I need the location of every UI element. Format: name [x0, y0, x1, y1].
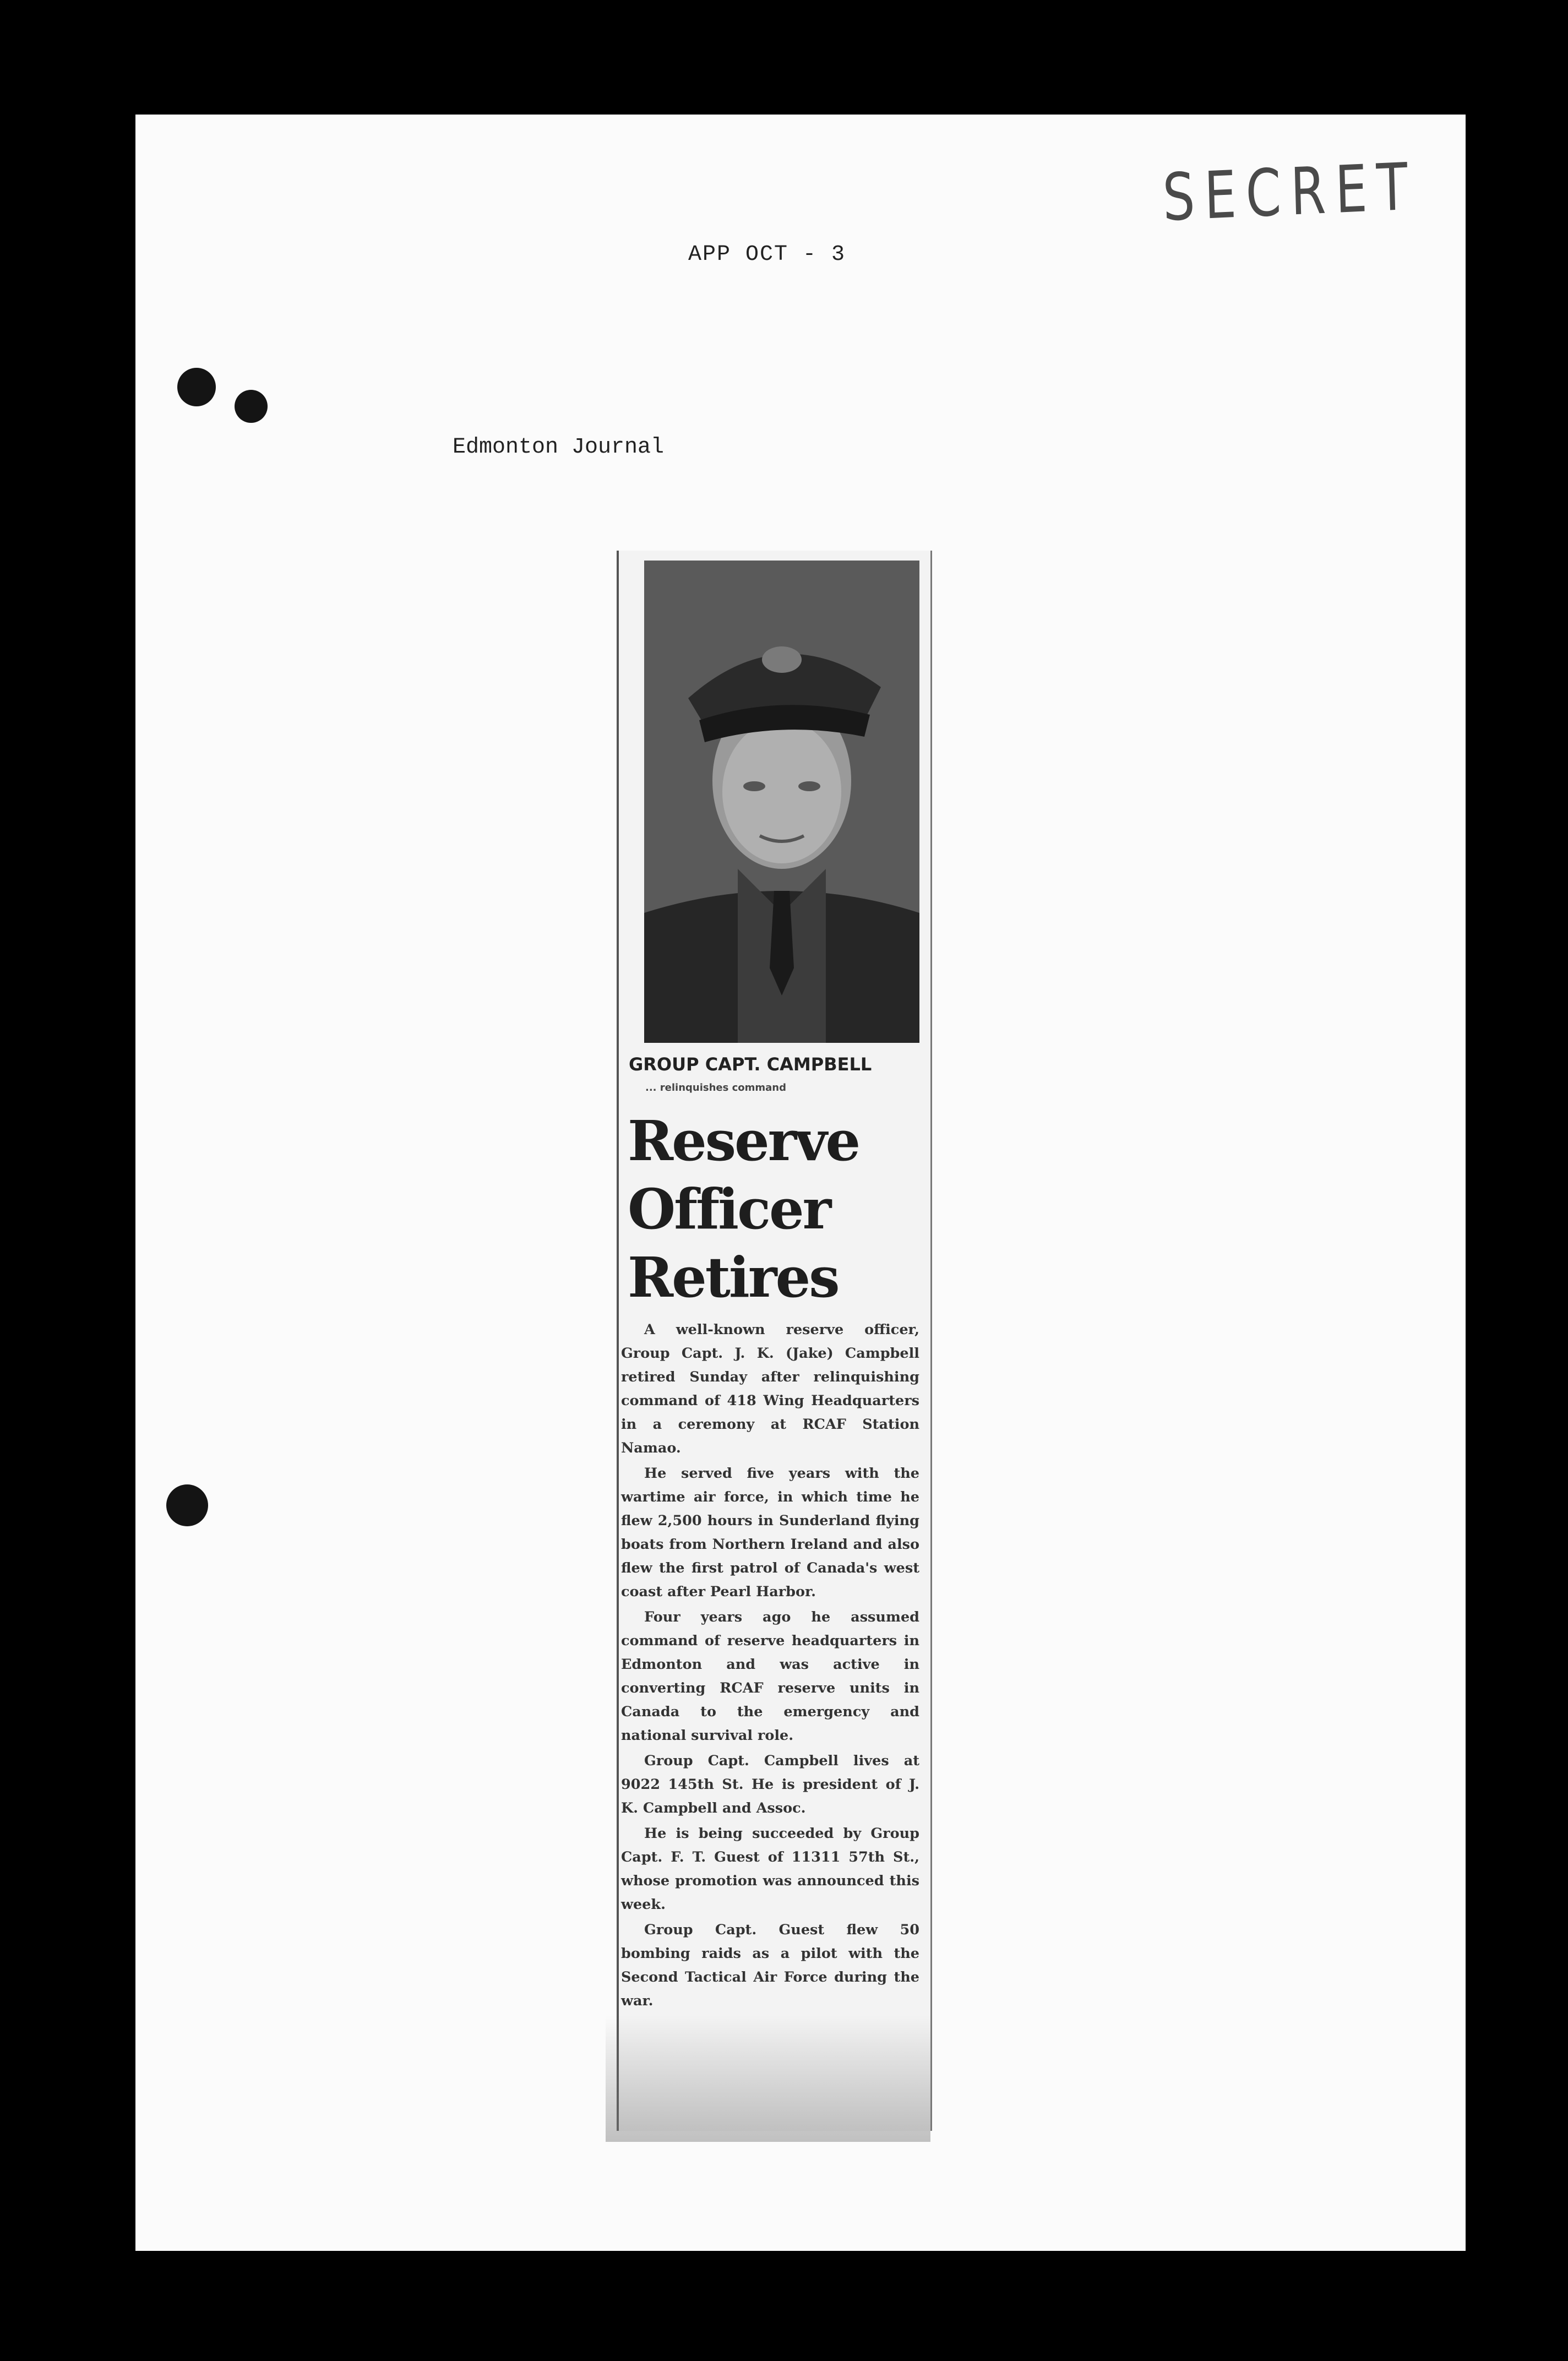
clipping-shadow: [606, 2015, 930, 2142]
binder-hole-top-left: [177, 368, 216, 406]
received-date-stamp: APP OCT - 3: [688, 242, 846, 267]
article-paragraph: Four years ago he assumed command of reserve headquarters in Edmonton and was active in converting RCAF reserve units in Canada to the emergency and national survival role.: [621, 1609, 919, 1744]
photo-caption-subtitle: ... relinquishes command: [645, 1082, 786, 1094]
article-paragraph: He served five years with the wartime air force, in which time he flew 2,500 hours in Sunderland flying boats from Northern Ireland and also flew the first patrol of Canada's west coast after Pearl Harbor.: [621, 1465, 919, 1600]
article-paragraph: Group Capt. Campbell lives at 9022 145th St. He is president of J. K. Campbell and Assoc.: [621, 1753, 919, 1816]
officer-portrait-icon: [644, 561, 919, 1043]
photo-caption-name: GROUP CAPT. CAMPBELL: [629, 1054, 872, 1075]
portrait-photo: [644, 561, 919, 1043]
secret-stamp: SECRET: [1162, 148, 1418, 236]
article-headline: Reserve Officer Retires: [628, 1108, 859, 1310]
article-paragraph: Group Capt. Guest flew 50 bombing raids as a pilot with the Second Tactical Air Force during the war.: [621, 1922, 919, 2009]
binder-hole-middle: [166, 1484, 208, 1526]
article-body: [621, 1318, 919, 2015]
article-paragraph: A well-known reserve officer, Group Capt. J. K. (Jake) Campbell retired Sunday after relinquishing command of 418 Wing Headquarters in a ceremony at RCAF Station Namao.: [621, 1321, 919, 1456]
binder-hole-top-right: [235, 390, 268, 423]
article-paragraph: He is being succeeded by Group Capt. F. T. Guest of 11311 57th St., whose promotion was announced this week.: [621, 1825, 919, 1913]
source-label: Edmonton Journal: [453, 435, 665, 460]
